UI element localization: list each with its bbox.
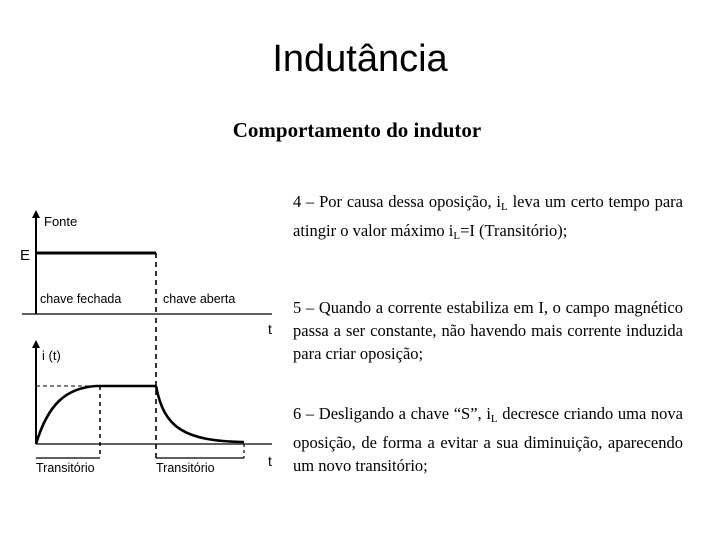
top-x-label: t <box>268 321 272 337</box>
inductor-timing-diagram <box>14 208 274 478</box>
transient-left-label: Transitório <box>36 461 95 475</box>
top-y-label: Fonte <box>44 214 78 229</box>
switch-closed-label: chave fechada <box>40 292 122 306</box>
paragraph-4: 4 – Por causa dessa oposição, $i_L$ leva um certo tempo para atingir o valor máximo $i_L=I$ (Transitório); <box>293 192 683 242</box>
paragraph-6: 6 – Desligando a chave “S”, $i_L$ decresce criando uma nova oposição, de forma a evitar a sua diminuição, aparecendo um novo transitório; <box>293 404 683 475</box>
slide-title: Indutância <box>272 38 448 80</box>
bottom-y-axis-arrow <box>32 340 40 348</box>
paragraph-5: 5 – Quando a corrente estabiliza em I, o campo magnético passa a ser constante, não havendo mais corrente induzida para criar oposição; <box>293 298 683 363</box>
current-rise-curve <box>36 386 96 444</box>
current-decay-curve <box>156 386 244 442</box>
bottom-x-label: t <box>268 453 272 469</box>
slide-subtitle: Comportamento do indutor <box>232 118 482 142</box>
top-y-axis-arrow <box>32 210 40 218</box>
top-level-label: E <box>20 247 31 264</box>
switch-open-label: chave aberta <box>163 292 236 306</box>
transient-right-label: Transitório <box>156 461 215 475</box>
bottom-y-label: i (t) <box>42 348 61 363</box>
